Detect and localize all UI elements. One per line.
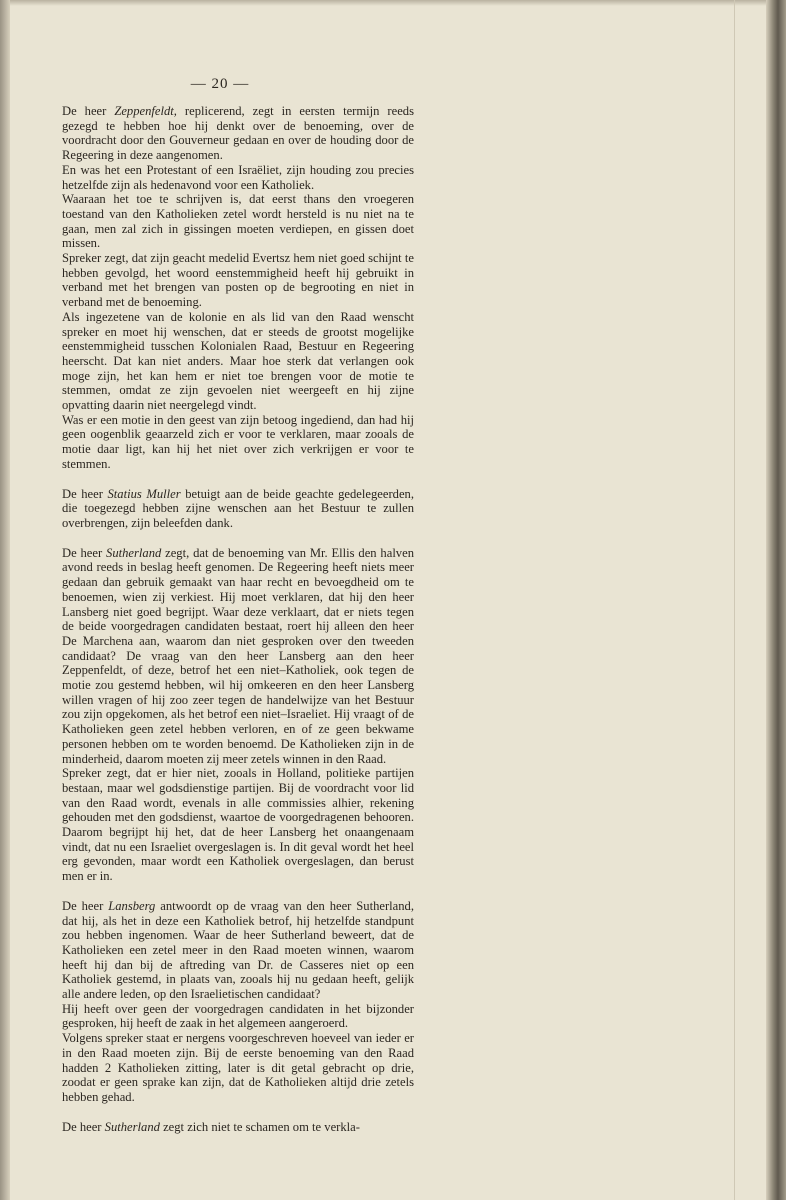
paragraph-text: antwoordt op de vraag van den heer Sutherland, dat hij, als het in deze een Katholiek betrof, hij hetzelfde standpunt zou hebben ingenomen. Waar de heer Sutherland beweert, dat de Katholieken een zetel meer in den Raad moeten winnen, waarom heeft hij dan bij de aftreding van Dr. de Casseres niet op een Katholiek gestemd, in plaats van, zooals hij nu gedaan heeft, gelijk alle andere leden, op den Israelietischen candidaat? xyxy=(62,898,415,1002)
paragraph-lead: De heer xyxy=(62,104,115,118)
speaker-name: Lansberg xyxy=(108,898,156,913)
speaker-name: Sutherland xyxy=(104,1119,160,1134)
paragraph-lead: De heer xyxy=(62,1119,105,1134)
page-left-shadow xyxy=(0,0,10,1200)
paragraph-lead: De heer xyxy=(62,486,108,501)
paragraph xyxy=(62,1002,414,1031)
speaker-name: Statius Muller xyxy=(107,486,181,501)
paragraph xyxy=(62,1120,414,1135)
paragraph xyxy=(62,766,414,884)
paragraph-text: Spreker zegt, dat zijn geacht medelid Evertsz hem niet goed schijnt te hebben gevolgd, het woord eenstemmigheid heeft hij gebruikt in verband met het brengen van posten op de begrooting en niet in verband met de benoeming. xyxy=(62,251,414,310)
paragraph-text: Hij heeft over geen der voorgedragen candidaten in het bijzonder gesproken, hij heeft de zaak in het algemeen aangeroerd. xyxy=(62,1001,414,1031)
paragraph xyxy=(62,310,414,413)
paragraph-text: Volgens spreker staat er nergens voorgeschreven hoeveel van ieder er in den Raad moeten zijn. Bij de eerste benoeming van den Raad hadden 2 Katholieken zitting, later is dit getal gebracht op drie, zoodat er geen sprake kan zijn, dat de Katholieken altijd drie zetels hebben gehad. xyxy=(62,1031,414,1104)
paragraph xyxy=(62,1031,414,1105)
paragraph-text: Als ingezetene van de kolonie en als lid van den Raad wenscht spreker en moet hij wenschen, dat er steeds de grootst mogelijke eenstemmigheid tusschen Kolonialen Raad, Bestuur en Regeering heerscht. Dat kan niet anders. Maar hoe sterk dat verlangen ook moge zijn, het kan hem er niet toe brengen voor de motie te stemmen, omdat ze zijn gevoelen niet weergeeft en hij zijne opvatting daarin niet neergelegd vindt. xyxy=(62,309,414,413)
paragraph-text: betuigt aan de beide geachte gedelegeerden, die toegezegd hebben zijne wenschen aan het Bestuur te zullen overbrengen, zijn beleefden dank. xyxy=(62,486,414,530)
speaker-name: Zeppenfeldt, xyxy=(114,104,177,118)
paragraph xyxy=(62,487,414,531)
paragraph-text: En was het een Protestant of een Israëliet, zijn houding zou precies hetzelfde zijn als hedenavond voor een Katholiek. xyxy=(62,162,414,192)
page-number: — 20 — xyxy=(190,76,250,92)
page-fold-line xyxy=(734,0,735,1200)
paragraph-text: replicerend, zegt in eersten termijn reeds gezegd te hebben hoe hij denkt over de benoeming, over de voordracht door den Gouverneur gedaan en over de houding door de Regeering in deze aangenomen. xyxy=(62,104,414,163)
speaker-name: Sutherland xyxy=(106,545,162,560)
page-top-edge xyxy=(10,0,766,6)
paragraph xyxy=(62,413,414,472)
paragraph xyxy=(62,104,414,163)
book-binding-edge xyxy=(766,0,786,1200)
paragraph-text: Was er een motie in den geest van zijn betoog ingediend, dan had hij geen oogenblik geaarzeld zich er voor te verklaren, maar zooals de motie daar ligt, kan hij het niet over zich verkrijgen er voor te stemmen. xyxy=(62,412,414,471)
paragraph-text: Waaraan het toe te schrijven is, dat eerst thans den vroegeren toestand van den Katholieken zetel wordt hersteld is nu niet na te gaan, men zal zich in gissingen moeten verdiepen, en gissen doet missen. xyxy=(62,192,414,251)
paragraph-text: zegt zich niet te schamen om te verkla- xyxy=(159,1119,360,1134)
paragraph xyxy=(62,163,414,192)
body-text xyxy=(62,104,414,1134)
paragraph xyxy=(62,192,414,251)
paragraph xyxy=(62,251,414,310)
paragraph-lead: De heer xyxy=(62,898,109,913)
paragraph-text: zegt, dat de benoeming van Mr. Ellis den halven avond reeds in beslag heeft genomen. De Regeering heeft niets meer gedaan dan gebruik gemaakt van haar recht en bevoegdheid om te benoemen, wien zij verkiest. Hij moet verklaren, dat hij den heer Lansberg niet goed begrijpt. Waar deze verklaart, dat er niets tegen de beide voorgedragen candidaten bestaat, roert hij alleen den heer De Marchena aan, waarom dan niet gesproken over den tweeden candidaat? De vraag van den heer Lansberg aan den heer Zeppenfeldt, of deze, betrof het een niet–Katholiek, ook tegen de motie zou gestemd hebben, wil hij omkeeren en den heer Lansberg willen vragen of hij zoo zeer tegen de handelwijze van het Bestuur zou zijn opgekomen, als het betrof een niet–Israeliet. Hij vraagt of de Katholieken geen zetel hebben verloren, en of ze geen bekwame personen hebben om te worden benoemd. De Katholieken zijn in de minderheid, daarom moeten zij meer zetels winnen in den Raad. xyxy=(62,545,414,766)
paragraph-text: Spreker zegt, dat er hier niet, zooals in Holland, politieke partijen bestaan, maar wel godsdienstige partijen. Bij de voordracht voor lid van den Raad wordt, evenals in alle commissies alhier, rekening gehouden met den godsdienst, waartoe de voorgedragenen behooren. Daarom begrijpt hij het, dat de heer Lansberg het onaangenaam vindt, dat nu een Israeliet overgeslagen is. In dit geval wordt het heel erg gevonden, maar wordt een Katholiek overgeslagen, dan berust men er in. xyxy=(62,766,414,884)
paragraph xyxy=(62,899,414,1002)
paragraph-lead: De heer xyxy=(62,545,107,560)
paragraph xyxy=(62,546,414,767)
